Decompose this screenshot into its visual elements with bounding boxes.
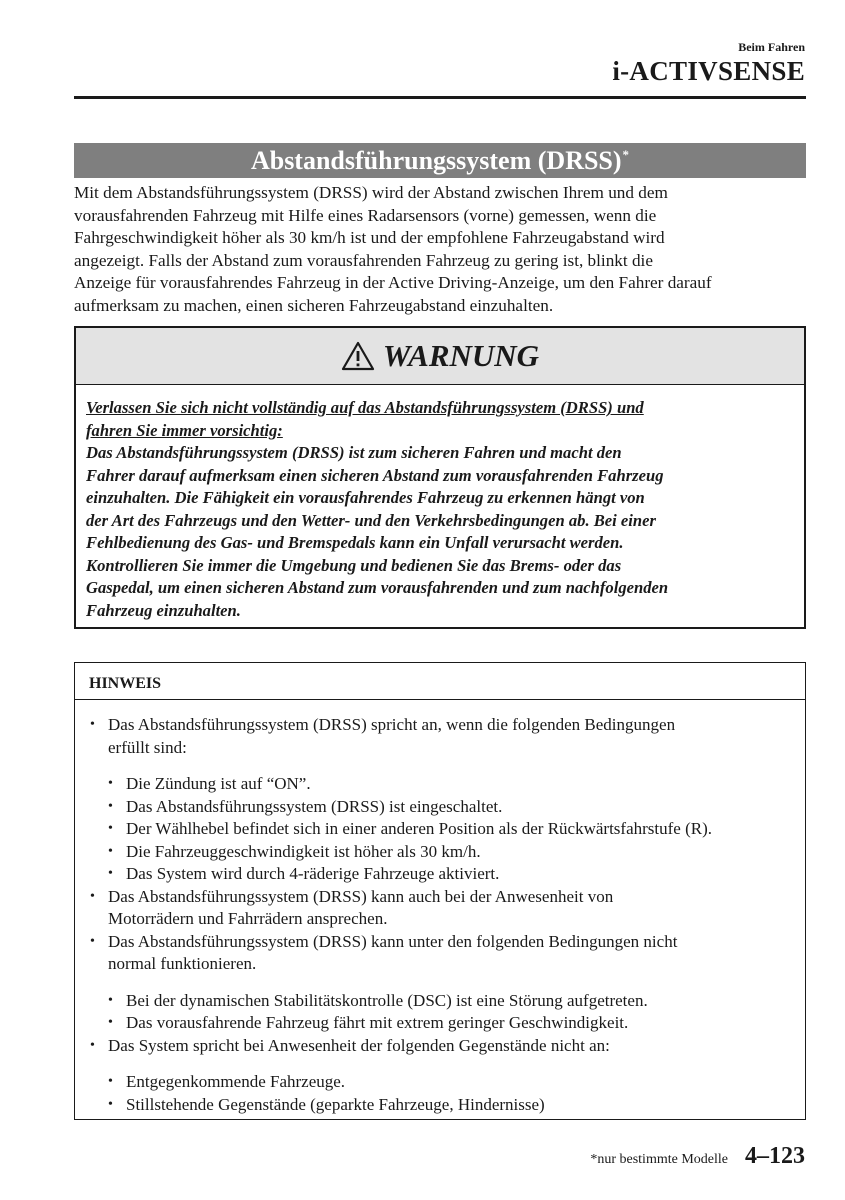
sub-list-item: • Stillstehende Gegenstände (geparkte Fahrzeuge, Hindernisse): [75, 1094, 805, 1117]
bullet-icon: •: [108, 1015, 113, 1030]
note-list: [75, 700, 805, 1116]
sub-list-item: • Bei der dynamischen Stabilitätskontrolle (DSC) ist eine Störung aufgetreten.: [75, 990, 805, 1013]
section-header-title: i-ACTIVSENSE: [612, 56, 805, 86]
list-item: • Das System spricht bei Anwesenheit der folgenden Gegenstände nicht an:: [75, 1035, 805, 1058]
warning-line: Kontrollieren Sie immer die Umgebung und bedienen Sie das Brems- oder das: [86, 555, 622, 575]
bullet-icon: •: [108, 1096, 113, 1112]
sub-list-item: • Das Abstandsführungssystem (DRSS) ist eingeschaltet.: [75, 796, 805, 819]
sub-list-item: • Das System wird durch 4-räderige Fahrzeuge aktiviert.: [75, 863, 805, 886]
bullet-icon: •: [90, 717, 95, 732]
bullet-icon: •: [90, 933, 95, 949]
note-box: [74, 662, 806, 1120]
sub-list-item: • Das vorausfahrende Fahrzeug fährt mit extrem geringer Geschwindigkeit.: [75, 1012, 805, 1035]
bullet-icon: •: [108, 843, 113, 859]
intro-line: Fahrgeschwindigkeit höher als 30 km/h ist und der empfohlene Fahrzeugabstand wird: [74, 228, 665, 248]
section-title: Abstandsführungssystem (DRSS): [250, 146, 622, 175]
sub-list-item: • Entgegenkommende Fahrzeuge.: [75, 1071, 805, 1094]
warning-box: [74, 326, 806, 629]
list-item: • Das Abstandsführungssystem (DRSS) kann auch bei der Anwesenheit von Motorrädern und Fahrrädern ansprechen.: [90, 886, 614, 928]
warning-line: Fehlbedienung des Gas- und Bremspedals kann ein Unfall verursacht werden.: [86, 533, 624, 552]
intro-line: vorausfahrenden Fahrzeug mit Hilfe eines Radarsensors (vorne) gemessen, wenn die: [74, 205, 657, 225]
sub-list-item: • Der Wählhebel befindet sich in einer anderen Position als der Rückwärtsfahrstufe (R).: [75, 818, 805, 841]
warning-heading-line: fahren Sie immer vorsichtig:: [86, 420, 283, 440]
intro-line: Anzeige für vorausfahrendes Fahrzeug in der Active Driving-Anzeige, um den Fahrer darauf: [74, 273, 712, 293]
intro-line: Mit dem Abstandsführungssystem (DRSS) wird der Abstand zwischen Ihrem und dem: [74, 183, 668, 202]
footnote: *nur bestimmte Modelle: [590, 1152, 728, 1167]
note-title: HINWEIS: [75, 663, 805, 700]
section-title-bar: [74, 143, 806, 178]
warning-line: der Art des Fahrzeugs und den Wetter- und den Verkehrsbedingungen ab. Bei einer: [86, 510, 656, 530]
intro-line: aufmerksam zu machen, einen sicheren Fahrzeugabstand einzuhalten.: [74, 295, 554, 315]
bullet-icon: •: [108, 798, 113, 814]
page-number: 4–123: [745, 1143, 805, 1169]
warning-line: Fahrer darauf aufmerksam einen sicheren Abstand zum vorausfahrenden Fahrzeug: [86, 465, 664, 485]
bullet-icon: •: [108, 992, 113, 1008]
list-item: • Das Abstandsführungssystem (DRSS) kann unter den folgenden Bedingungen nicht normal funktionieren.: [90, 931, 678, 973]
warning-line: Das Abstandsführungssystem (DRSS) ist zum sicheren Fahren und macht den: [86, 443, 622, 462]
warning-title: WARNUNG: [382, 338, 540, 373]
sub-list-item: • Die Zündung ist auf “ON”.: [75, 773, 805, 796]
header-rule: [74, 96, 806, 99]
bullet-icon: •: [90, 888, 95, 904]
intro-paragraph: [74, 182, 810, 318]
bullet-icon: •: [108, 866, 113, 881]
list-item: • Das Abstandsführungssystem (DRSS) spricht an, wenn die folgenden Bedingungen erfüllt sind:: [90, 715, 676, 757]
model-footnote-marker: *: [622, 147, 630, 162]
bullet-icon: •: [108, 1074, 113, 1089]
warning-line: Fahrzeug einzuhalten.: [86, 600, 241, 620]
chapter-label: Beim Fahren: [738, 40, 805, 54]
sub-list-item: • Die Fahrzeuggeschwindigkeit ist höher als 30 km/h.: [75, 841, 805, 864]
warning-header: [76, 328, 804, 385]
bullet-icon: •: [108, 776, 113, 791]
intro-line: angezeigt. Falls der Abstand zum vorausfahrenden Fahrzeug zu gering ist, blinkt die: [74, 250, 653, 270]
warning-line: einzuhalten. Die Fähigkeit ein vorausfahrendes Fahrzeug zu erkennen hängt von: [86, 488, 645, 507]
warning-heading-line: Verlassen Sie sich nicht vollständig auf das Abstandsführungssystem (DRSS) und: [86, 398, 644, 417]
bullet-icon: •: [90, 1037, 95, 1053]
warning-triangle-icon: [341, 341, 375, 371]
warning-line: Gaspedal, um einen sicheren Abstand zum vorausfahrenden und zum nachfolgenden: [86, 578, 669, 597]
bullet-icon: •: [108, 821, 113, 836]
warning-body: [76, 385, 804, 622]
